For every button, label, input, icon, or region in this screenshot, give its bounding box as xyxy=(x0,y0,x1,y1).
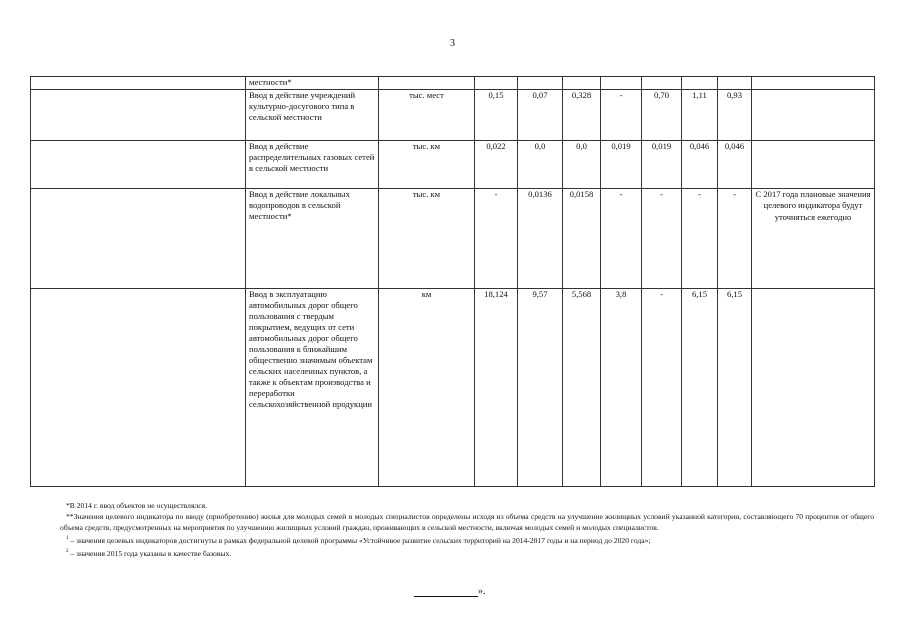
value-cell xyxy=(475,77,518,90)
footnote xyxy=(60,533,874,546)
unit-cell: тыс. км xyxy=(379,141,475,189)
table-row xyxy=(31,77,875,90)
note-cell xyxy=(752,77,875,90)
value-cell: 0,328 xyxy=(563,90,601,141)
value-cell: 3,8 xyxy=(601,289,642,487)
table-cell xyxy=(31,141,246,189)
value-cell: - xyxy=(718,189,752,289)
value-cell: 6,15 xyxy=(718,289,752,487)
value-cell: - xyxy=(642,189,682,289)
indicator-name: местности* xyxy=(246,77,379,90)
value-cell: 5,568 xyxy=(563,289,601,487)
value-cell: 0,07 xyxy=(518,90,563,141)
table-cell xyxy=(31,77,246,90)
value-cell: 0,019 xyxy=(642,141,682,189)
indicator-name: Ввод в эксплуатацию автомобильных дорог общего пользования с твердым покрытием, ведущих от сети автомобильных дорог общего пользования к ближайшим общественно значимым объектам сельских населенных пунктов, а также к объектам производства и переработки сельскохозяйственной продукции xyxy=(246,289,379,487)
value-cell xyxy=(642,77,682,90)
footnote-text: – значения 2015 года указаны в качестве базовых. xyxy=(68,549,232,558)
footnotes xyxy=(60,500,874,559)
note-cell: С 2017 года плановые значения целевого индикатора будут уточняться ежегодно xyxy=(752,189,875,289)
value-cell xyxy=(563,77,601,90)
unit-cell xyxy=(379,77,475,90)
value-cell: 0,70 xyxy=(642,90,682,141)
table-row xyxy=(31,90,875,141)
note-cell xyxy=(752,90,875,141)
value-cell xyxy=(682,77,718,90)
value-cell: 0,019 xyxy=(601,141,642,189)
value-cell: 0,046 xyxy=(718,141,752,189)
value-cell: 18,124 xyxy=(475,289,518,487)
value-cell: 0,022 xyxy=(475,141,518,189)
value-cell: 0,93 xyxy=(718,90,752,141)
indicator-name: Ввод в действие распределительных газовых сетей в сельской местности xyxy=(246,141,379,189)
footnote: *В 2014 г. ввод объектов не осуществлялся. xyxy=(66,501,208,510)
value-cell: 0,0 xyxy=(563,141,601,189)
value-cell: - xyxy=(601,189,642,289)
table-cell xyxy=(31,289,246,487)
unit-cell: км xyxy=(379,289,475,487)
value-cell: - xyxy=(682,189,718,289)
footnote-mark: 1 xyxy=(66,536,69,541)
value-cell: 0,0136 xyxy=(518,189,563,289)
unit-cell: тыс. км xyxy=(379,189,475,289)
footnote-text: – значения целевых индикаторов достигнуты в рамках федеральной целевой программы «Устойчивое развитие сельских территорий на 2014-2017 годы и на период до 2020 года»; xyxy=(68,536,651,545)
value-cell: - xyxy=(601,90,642,141)
page-number: 3 xyxy=(450,38,455,49)
note-cell xyxy=(752,289,875,487)
value-cell: 0,046 xyxy=(682,141,718,189)
value-cell: - xyxy=(642,289,682,487)
value-cell: 6,15 xyxy=(682,289,718,487)
indicator-name: Ввод в действие локальных водопроводов в сельской местности* xyxy=(246,189,379,289)
note-cell xyxy=(752,141,875,189)
blank-line xyxy=(414,586,478,597)
value-cell: 0,0 xyxy=(518,141,563,189)
value-cell: 1,11 xyxy=(682,90,718,141)
footnote-mark: 2 xyxy=(66,549,69,554)
table-cell xyxy=(31,189,246,289)
value-cell: 0,15 xyxy=(475,90,518,141)
unit-cell: тыс. мест xyxy=(379,90,475,141)
indicators-table xyxy=(30,76,875,487)
table-row xyxy=(31,289,875,487)
footnote: **Значения целевого индикатора по вводу (приобретению) жилья для молодых семей и молодых специалистов определены исходя из объема средств на улучшение жилищных условий указанной категории, составляющего 70 процентов от общего объема средств, предусмотренных на мероприятия по улучшению жилищных условий граждан, проживающих в сельской местности, включая молодых семей и молодых специалистов. xyxy=(60,512,874,532)
table-row xyxy=(31,189,875,289)
table-row xyxy=(31,141,875,189)
value-cell: - xyxy=(475,189,518,289)
value-cell xyxy=(718,77,752,90)
closing-quote: ». xyxy=(478,586,486,597)
value-cell: 9,57 xyxy=(518,289,563,487)
footnote xyxy=(60,546,874,559)
value-cell: 0,0158 xyxy=(563,189,601,289)
indicator-name: Ввод в действие учреждений культурно-досугового типа в сельской местности xyxy=(246,90,379,141)
value-cell xyxy=(518,77,563,90)
value-cell xyxy=(601,77,642,90)
table-cell xyxy=(31,90,246,141)
closing-line xyxy=(414,586,486,597)
